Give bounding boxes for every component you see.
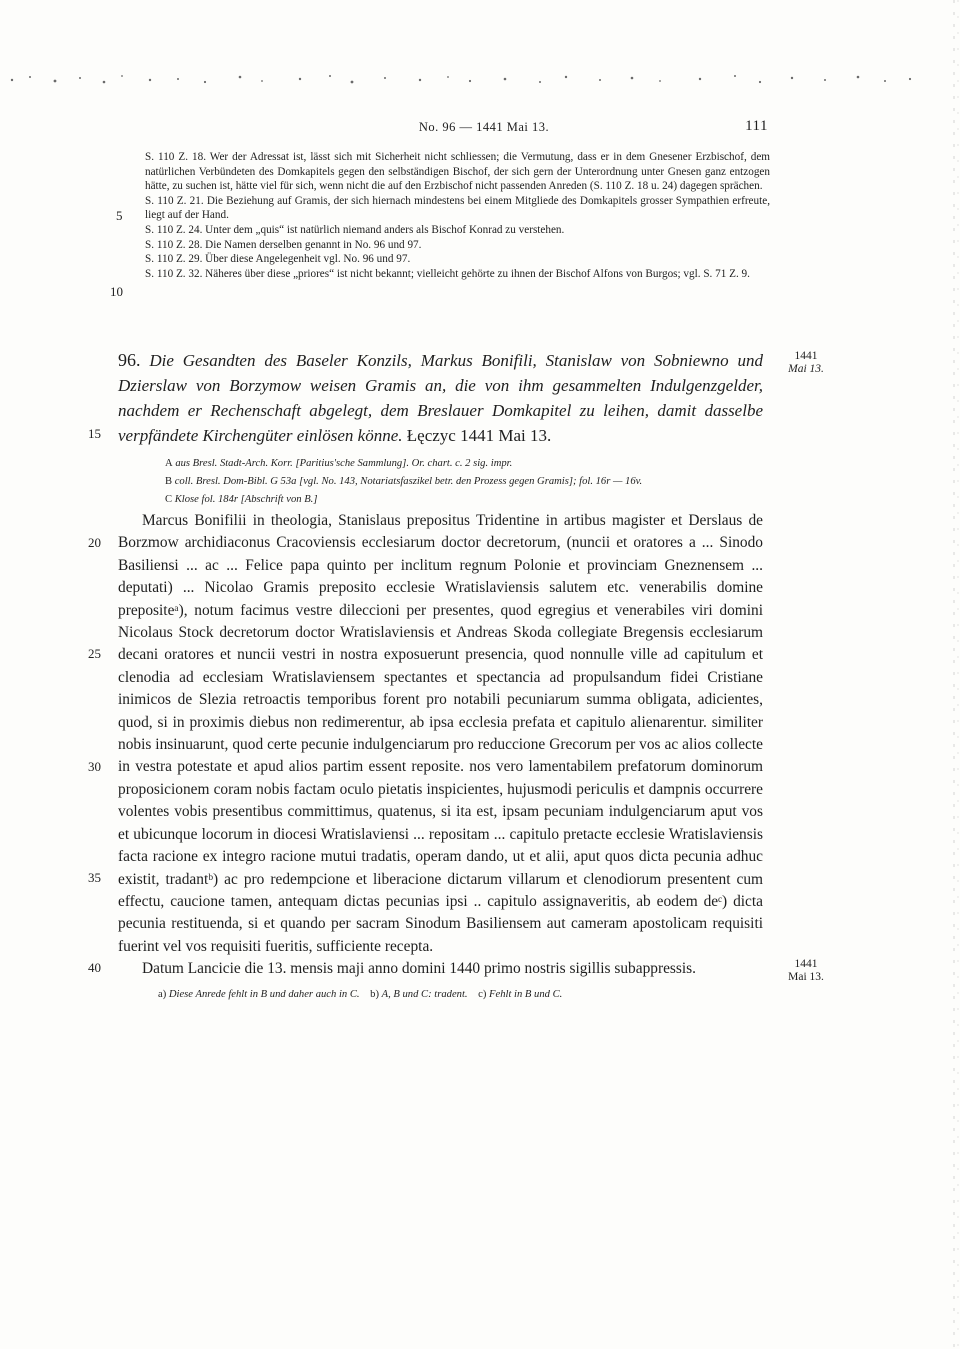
line-number: 5 <box>116 208 123 223</box>
source-list <box>165 455 765 509</box>
datum-line: Datum Lancicie die 13. mensis maji anno domini 1440 primo nostris sigillis subappressis. <box>142 960 697 978</box>
line-number: 15 <box>88 426 101 441</box>
margin-date <box>786 350 826 376</box>
margin-date-datum <box>786 958 826 984</box>
footnote-text: Diese Anrede fehlt in B und daher auch in C. <box>168 989 360 1000</box>
place-date: Łęczyc 1441 Mai 13. <box>406 426 552 445</box>
note: S. 110 Z. 24. Unter dem „quis“ ist natürlich niemand anders als Bischof Konrad zu verstehen. <box>145 223 565 236</box>
source-a <box>165 455 765 473</box>
footnotes <box>158 988 768 1002</box>
source-b <box>165 473 765 491</box>
note: S. 110 Z. 29. Über diese Angelegenheit vgl. No. 96 und 97. <box>145 253 411 266</box>
source-siglum: B <box>165 476 173 487</box>
source-text: aus Bresl. Stadt-Arch. Korr. [Paritius'sche Sammlung]. Or. chart. c. 2 sig. impr. <box>175 458 513 469</box>
footnote-text: A, B und C: tradent. <box>381 989 468 1000</box>
page-number: 111 <box>745 118 768 134</box>
line-number: 25 <box>88 646 101 661</box>
document-number: 96. <box>118 350 141 370</box>
source-text: coll. Bresl. Dom-Bibl. G 53a [vgl. No. 143, Notariatsfaszikel betr. den Prozess gegen Gramis]; fol. 16r — 16v. <box>174 476 643 487</box>
scan-edge-noise <box>920 0 960 1349</box>
note: S. 110 Z. 21. Die Beziehung auf Gramis, der sich hiernach mindestens bei einem Mitgliede des Domkapitels grosser Sympathien erfreute, liegt auf der Hand. <box>145 194 770 222</box>
source-c <box>165 491 765 509</box>
line-number: 10 <box>110 284 123 299</box>
source-text: Klose fol. 184r [Abschrift von B.] <box>174 494 318 505</box>
margin-day: Mai 13. <box>788 363 824 375</box>
running-head: No. 96 — 1441 Mai 13. <box>418 120 550 134</box>
footnote-text: Fehlt in B und C. <box>489 989 563 1000</box>
document-regest <box>118 348 763 448</box>
regest-text: Die Gesandten des Baseler Konzils, Markus Bonifili, Stanislaw von Sobniewno und Dzierslaw von Borzymow weisen Gramis an, die von ihm gesammelten Indulgenzgelder, nachdem er Rechenschaft abgelegt, dem Breslauer Domkapitel zu leihen, damit dasselbe verpfändete Kirchengüter einlösen könne. <box>118 351 763 445</box>
footnote-mark: a) <box>158 989 167 1000</box>
line-number: 30 <box>88 759 101 774</box>
source-siglum: C <box>165 494 173 505</box>
line-number: 20 <box>88 535 101 550</box>
scan-noise-strip <box>0 68 960 90</box>
margin-day: Mai 13. <box>788 971 824 983</box>
margin-year: 1441 <box>794 350 818 362</box>
margin-year: 1441 <box>794 958 818 970</box>
line-number: 35 <box>88 870 101 885</box>
note: S. 110 Z. 28. Die Namen derselben genannt in No. 96 und 97. <box>145 238 422 251</box>
footnote-mark: c) <box>478 989 487 1000</box>
running-header <box>140 120 768 140</box>
note: S. 110 Z. 18. Wer der Adressat ist, lässt sich mit Sicherheit nicht schliessen; die Vermutung, dass er in dem Gnesener Erzbischof, dem natürlichen Verbündeten des Domkapitels gegen den selbständigen Bischof, der sich gern der Unterordnung unter Gnesen ganz entzogen hätte, zu suchen ist, hätte viel für sich, wenn nicht die auf den Erzbischof nicht passenden Anreden (S. 110 Z. 18 u. 24) dagegen sprächen. <box>145 151 770 193</box>
source-siglum: A <box>165 458 173 469</box>
commentary-notes <box>145 150 770 281</box>
document-body: Marcus Bonifilii in theologia, Stanislaus prepositus Tridentine in artibus magister et Derslaus de Borzmow archidiaconus Cracoviensis ecclesiarum doctor decretorum, (nuncii et oratores a ... Sinodo Basiliensi ... ac ... Felice papa quinto per inclitum regnum Polonie et provinciam Gneznensem ... deputati) ... Nicolao Gramis preposito ecclesie Wratislaviensis salutem etc. venerabilis domine prepositeᵃ), notum facimus vestre dileccioni per presentes, quod egregius et venerabiles viri domini Nicolaus Stock decretorum doctor Wratislaviensis et Andreas Skoda collegiate Bregensis ecclesiarum decani oratores et nuncii vestri in nostra exposuerunt presencia, quod nonnulle ville ad capitulum et clenodia ad ecclesiam Wratislaviensem spectantes et spectancia ad propulsandum fidei Cristiane inimicos de Slezia retroactis temporibus forent pro notabili pecuniarum summa obligata, adicientes, quod, si in proximis diebus non redimerentur, ab ipsa ecclesia prefata et capitulo alienarentur. similiter nobis insinuarunt, quod certe pecunie indulgenciarum pro reduccione Grecorum per vos ac alios collecte in vestra potestate et apud alios partim essent reposite. nos vero lamentabilem prefatorum dominorum proposicionem coram nobis factam oculo pietatis inspicientes, hujusmodi periculis et dampnis occurrere volentes vobis presentibus committimus, quatenus, si ita est, ipsam pecuniam indulgenciarum aput vos et ubicunque locorum in diocesi Wratislaviensi ... repositam ... capitulo pretacte ecclesie Wratislaviensis facta racione ex integro racione mutui tradatis, operam dando, ut et alii, aput quos dicta pecunia adhuc existit, tradantᵇ) ac pro redempcione et liberacione dictarum villarum et clenodiorum presentent cum effectu, caucione tamen, antequam dictas pecunias ipsi .. capitulo assignaveritis, ab eodem deᶜ) dicta pecunia restituenda, si et quando per sacram Sinodum Basiliensem aut cameram apostolicam requisiti fuerint vel vos requisiti fueritis, sufficiente recepta. <box>118 512 763 955</box>
note: S. 110 Z. 32. Näheres über diese „priores“ ist nicht bekannt; vielleicht gehörte zu ihnen der Bischof Alfons von Burgos; vgl. S. 71 Z. 9. <box>145 267 750 280</box>
line-number: 40 <box>88 960 101 975</box>
document-text <box>118 510 763 981</box>
footnote-mark: b) <box>370 989 379 1000</box>
